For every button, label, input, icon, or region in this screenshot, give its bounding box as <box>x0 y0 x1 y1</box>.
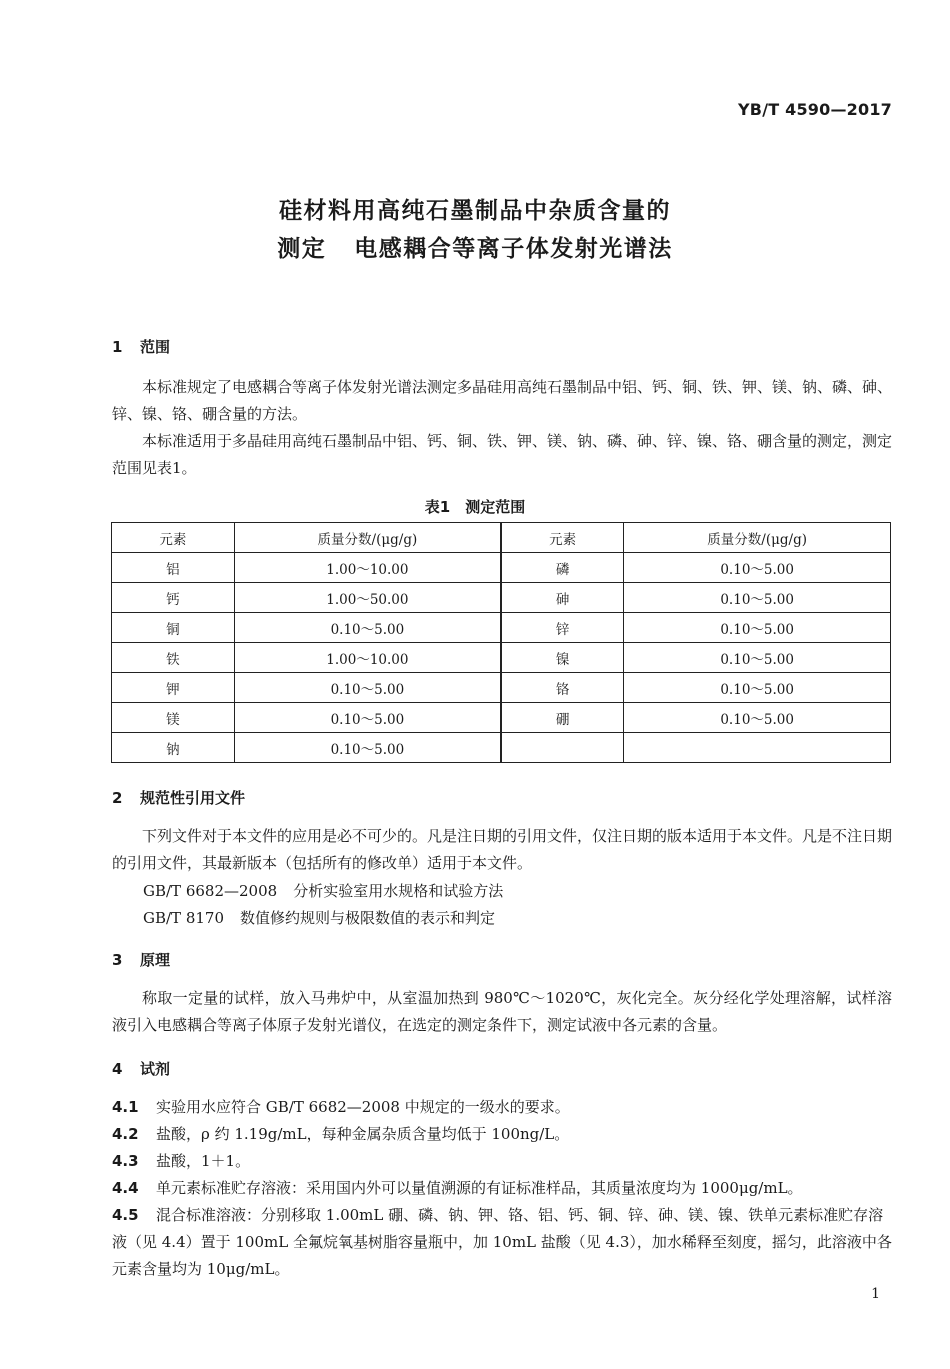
table-cell: 铁 <box>112 643 235 673</box>
reagent-item <box>112 1202 892 1283</box>
table-cell: 钠 <box>112 733 235 763</box>
section-3-heading <box>112 949 170 970</box>
table-cell <box>501 733 624 763</box>
table-cell: 钙 <box>112 583 235 613</box>
reagent-item <box>112 1094 892 1121</box>
header-cell: 元素 <box>501 523 624 553</box>
section-title: 试剂 <box>140 1060 171 1078</box>
section-number: 2 <box>112 789 123 807</box>
item-text: 实验用水应符合 GB/T 6682—2008 中规定的一级水的要求。 <box>156 1098 570 1116</box>
table-cell: 0.10～5.00 <box>624 673 891 703</box>
document-title-line1: 硅材料用高纯石墨制品中杂质含量的 <box>279 198 671 224</box>
table-row <box>112 583 891 613</box>
table-cell: 0.10～5.00 <box>234 703 501 733</box>
item-number: 4.3 <box>112 1152 139 1170</box>
table-header-row <box>112 523 891 553</box>
section-number: 4 <box>112 1060 123 1078</box>
normative-reference <box>143 907 495 928</box>
table-cell: 1.00～50.00 <box>234 583 501 613</box>
section-title: 规范性引用文件 <box>140 789 246 807</box>
table-row <box>112 553 891 583</box>
section-2-paragraph-1: 下列文件对于本文件的应用是必不可少的。凡是注日期的引用文件，仅注日期的版本适用于本文件。凡是不注日期的引用文件，其最新版本（包括所有的修改单）适用于本文件。 <box>112 827 893 872</box>
normative-reference <box>143 880 503 901</box>
section-title: 原理 <box>140 951 171 969</box>
table-caption: 表1 测定范围 <box>424 498 526 516</box>
table-cell: 0.10～5.00 <box>624 583 891 613</box>
section-title: 范围 <box>140 338 171 356</box>
header-cell: 元素 <box>112 523 235 553</box>
table-cell: 硼 <box>501 703 624 733</box>
item-number: 4.5 <box>112 1206 139 1224</box>
reference-code: GB/T 6682—2008 <box>143 882 278 900</box>
standard-code: YB/T 4590—2017 <box>738 100 892 119</box>
section-2-heading <box>112 787 245 808</box>
section-number: 3 <box>112 951 123 969</box>
table-cell: 锌 <box>501 613 624 643</box>
document-title-line2 <box>0 230 950 263</box>
table-row <box>112 703 891 733</box>
measurement-range-table <box>111 522 891 763</box>
item-text: 盐酸，1＋1。 <box>156 1152 251 1170</box>
reagent-item <box>112 1175 892 1202</box>
item-text: 单元素标准贮存溶液：采用国内外可以量值溯源的有证标准样品，其质量浓度均为 1000μg/mL。 <box>156 1179 803 1197</box>
table-cell: 砷 <box>501 583 624 613</box>
table-cell: 0.10～5.00 <box>234 613 501 643</box>
title-part-a: 测定 <box>277 236 327 262</box>
item-number: 4.1 <box>112 1098 139 1116</box>
table-cell: 1.00～10.00 <box>234 553 501 583</box>
table-cell: 钾 <box>112 673 235 703</box>
table-row <box>112 613 891 643</box>
table-row <box>112 673 891 703</box>
table-row <box>112 643 891 673</box>
page-number: 1 <box>871 1286 880 1302</box>
section-4-heading <box>112 1058 170 1079</box>
table-cell: 0.10～5.00 <box>624 613 891 643</box>
reference-code: GB/T 8170 <box>143 909 225 927</box>
table-row <box>112 733 891 763</box>
reference-title: 分析实验室用水规格和试验方法 <box>293 882 504 900</box>
table-cell: 0.10～5.00 <box>234 733 501 763</box>
table-cell: 1.00～10.00 <box>234 643 501 673</box>
table-cell: 0.10～5.00 <box>624 643 891 673</box>
section-1-heading <box>112 336 170 357</box>
table-cell: 铬 <box>501 673 624 703</box>
reagent-item <box>112 1148 892 1175</box>
table-cell: 0.10～5.00 <box>624 553 891 583</box>
section-1-paragraph-2: 本标准适用于多晶硅用高纯石墨制品中铝、钙、铜、铁、钾、镁、钠、磷、砷、锌、镍、铬、硼含量的测定，测定范围见表1。 <box>112 432 893 477</box>
section-number: 1 <box>112 338 123 356</box>
section-3-paragraph-1: 称取一定量的试样，放入马弗炉中，从室温加热到 980℃～1020℃，灰化完全。灰分经化学处理溶解，试样溶液引入电感耦合等离子体原子发射光谱仪，在选定的测定条件下，测定试液中各元素的含量。 <box>112 989 892 1034</box>
header-cell: 质量分数/(μg/g) <box>624 523 891 553</box>
item-number: 4.4 <box>112 1179 139 1197</box>
table-cell: 铜 <box>112 613 235 643</box>
item-text: 混合标准溶液：分别移取 1.00mL 硼、磷、钠、钾、铬、铝、钙、铜、锌、砷、镁、镍、铁单元素标准贮存溶液（见 4.4）置于 100mL 全氟烷氧基树脂容量瓶中，加 10mL 盐酸（见 4.3），加水稀释至刻度，摇匀，此溶液中各元素含量均为 10μg/mL。 <box>112 1206 892 1278</box>
table-cell: 磷 <box>501 553 624 583</box>
table-cell: 镍 <box>501 643 624 673</box>
table-cell: 铝 <box>112 553 235 583</box>
table-cell: 0.10～5.00 <box>234 673 501 703</box>
header-cell: 质量分数/(μg/g) <box>234 523 501 553</box>
table-cell: 0.10～5.00 <box>624 703 891 733</box>
reagent-item <box>112 1121 892 1148</box>
item-number: 4.2 <box>112 1125 139 1143</box>
title-part-b: 电感耦合等离子体发射光谱法 <box>354 236 673 262</box>
table-cell: 镁 <box>112 703 235 733</box>
table-cell <box>624 733 891 763</box>
reference-title: 数值修约规则与极限数值的表示和判定 <box>240 909 496 927</box>
section-1-paragraph-1: 本标准规定了电感耦合等离子体发射光谱法测定多晶硅用高纯石墨制品中铝、钙、铜、铁、钾、镁、钠、磷、砷、锌、镍、铬、硼含量的方法。 <box>112 378 893 423</box>
item-text: 盐酸，ρ 约 1.19g/mL，每种金属杂质含量均低于 100ng/L。 <box>156 1125 570 1143</box>
